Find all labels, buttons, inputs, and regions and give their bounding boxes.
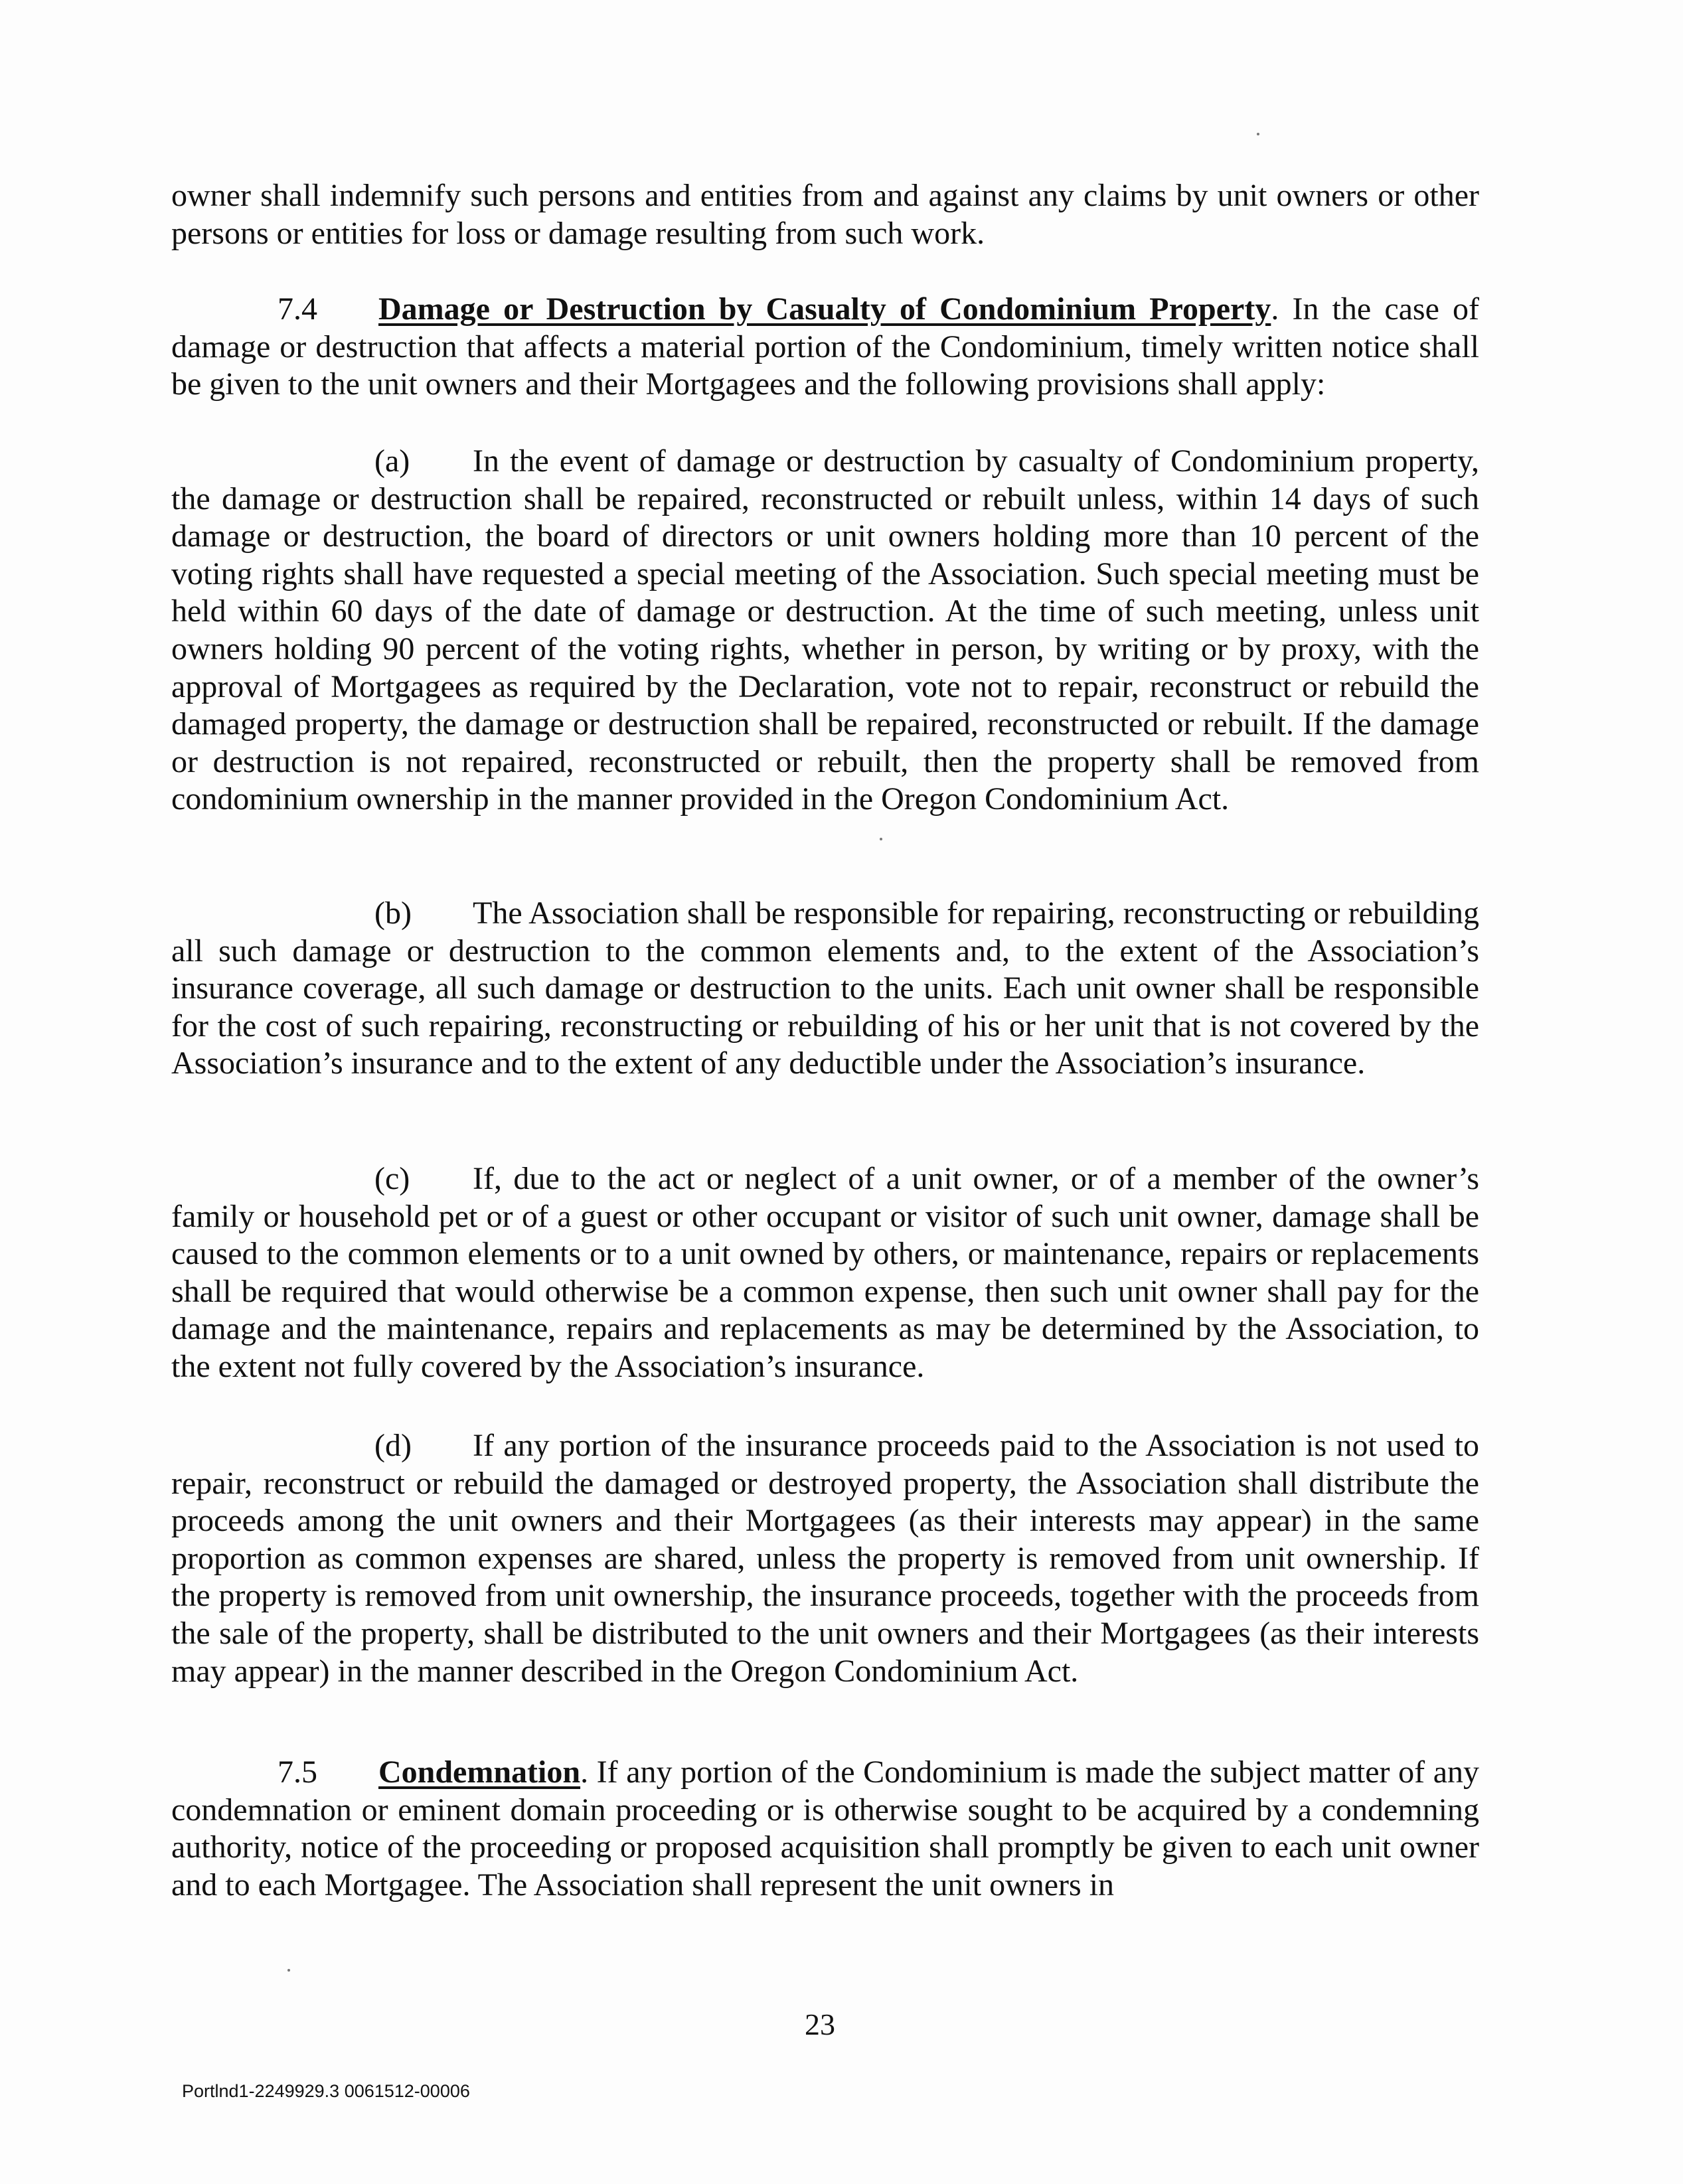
scan-speck [880, 838, 882, 840]
clause-c [171, 1160, 1479, 1386]
footer-document-id: Portlnd1-2249929.3 0061512-00006 [182, 2081, 470, 2101]
scan-speck [287, 1969, 290, 1972]
clause-text: In the event of damage or destruction by casualty of Condominium property, the damage or destruction shall be repaired, reconstructed or rebuilt unless, within 14 days of such damage or destruction, the board of directors or unit owners holding more than 10 percent of the voting rights shall have requested a special meeting of the Association. Such special meeting must be held within 60 days of the date of damage or destruction. At the time of such meeting, unless unit owners holding 90 percent of the voting rights, whether in person, by writing or by proxy, with the approval of Mortgagees as required by the Declaration, vote not to repair, reconstruct or rebuild the damaged property, the damage or destruction shall be repaired, reconstructed or rebuilt. If the damage or destruction is not repaired, reconstructed or rebuilt, then the property shall be removed from condominium ownership in the manner provided in the Oregon Condominium Act. [171, 443, 1479, 817]
clause-d [171, 1427, 1479, 1690]
clause-a [171, 443, 1479, 819]
section-text: . In the case of damage or destruction that affects a material portion of the Condominium, timely written notice shall be given to the unit owners and their Mortgagees and the following provisions shall apply: [171, 291, 1480, 402]
page-number: 23 [805, 2007, 835, 2041]
section-heading: Condemnation [378, 1755, 581, 1790]
clause-text: If, due to the act or neglect of a unit owner, or of a member of the owner’s family or household pet or of a guest or other occupant or visitor of such unit owner, damage shall be caused to the common elements or to a unit owned by others, or maintenance, repairs or replacements shall be required that would otherwise be a common expense, then such unit owner shall pay for the damage and the maintenance, repairs and replacements as may be determined by the Association, to the extent not fully covered by the Association’s insurance. [171, 1161, 1479, 1384]
section-number: 7.4 [278, 291, 317, 327]
clause-label: (a) [374, 443, 410, 479]
section-heading: Damage or Destruction by Casualty of Condominium Property [378, 291, 1271, 327]
clause-text: The Association shall be responsible for repairing, reconstructing or rebuilding all such damage or destruction to the common elements and, to the extent of the Association’s insurance coverage, all such damage or destruction to the units. Each unit owner shall be responsible for the cost of such repairing, reconstructing or rebuilding of his or her unit that is not covered by the Association’s insurance and to the extent of any deductible under the Association’s insurance. [171, 896, 1479, 1081]
scan-speck [1257, 133, 1259, 135]
section-7-5 [171, 1754, 1479, 1904]
clause-text: If any portion of the insurance proceeds paid to the Association is not used to repair, reconstruct or rebuild the damaged or destroyed property, the Association shall distribute the proceeds among the unit owners and their Mortgagees (as their interests may appear) in the same proportion as common expenses are shared, unless the property is removed from unit ownership. If the property is removed from unit ownership, the insurance proceeds, together with the proceeds from the sale of the property, shall be distributed to the unit owners and their Mortgagees (as their interests may appear) in the manner described in the Oregon Condominium Act. [171, 1428, 1479, 1689]
clause-label: (c) [374, 1161, 410, 1196]
section-7-4 [171, 291, 1479, 404]
clause-label: (b) [374, 896, 412, 931]
section-text: . If any portion of the Condominium is made the subject matter of any condemnation or eminent domain proceeding or is otherwise sought to be acquired by a condemning authority, notice of the proceeding or proposed acquisition shall promptly be given to each unit owner and to each Mortgagee. The Association shall represent the unit owners in [171, 1755, 1479, 1903]
section-number: 7.5 [278, 1755, 317, 1790]
intro-paragraph: owner shall indemnify such persons and entities from and against any claims by unit owners or other persons or entities for loss or damage resulting from such work. [171, 178, 1479, 251]
clause-label: (d) [374, 1428, 412, 1463]
clause-b [171, 895, 1479, 1083]
